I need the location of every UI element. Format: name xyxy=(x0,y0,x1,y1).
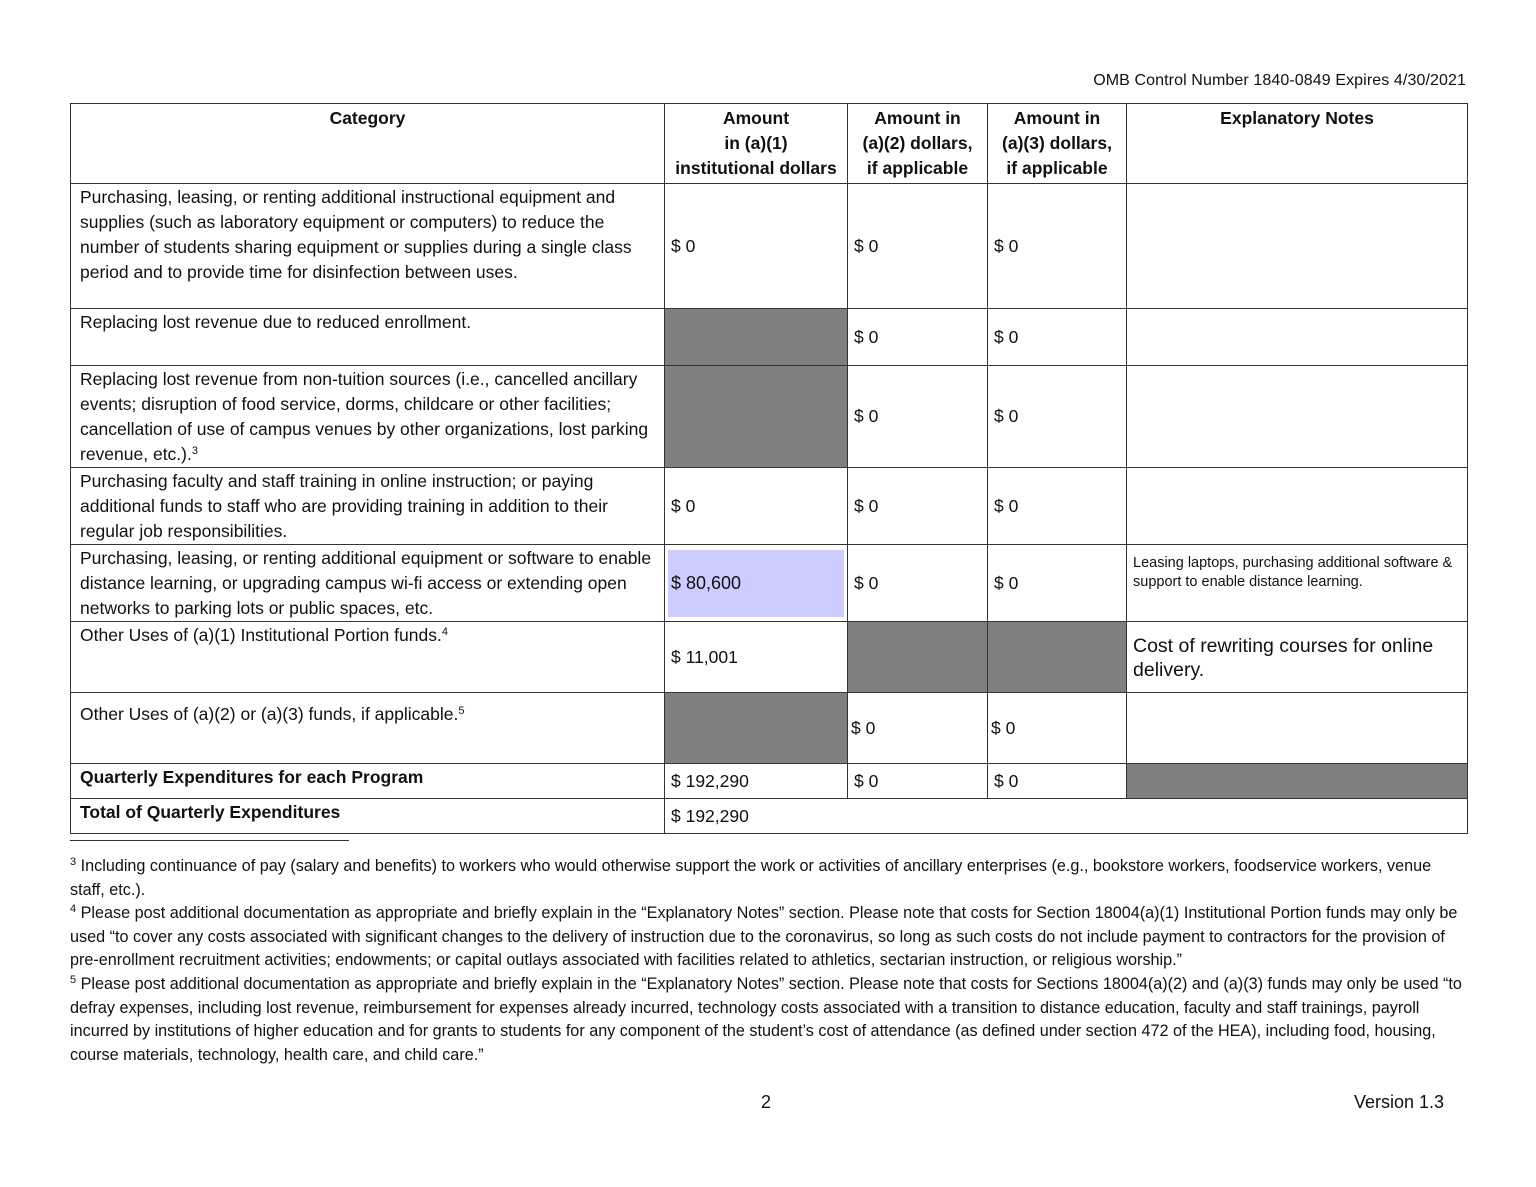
footnote-4: $^4$ Please post additional documentation as appropriate and briefly explain in the “Explanatory Notes” section. Please note that costs for Section 18004(a)(1) Institutional Portion funds may only be used “to cover any costs associated with significant changes to the delivery of instruction due to the coronavirus, so long as such costs do not include payment to contractors for the provision of pre-enrollment recruitment activities; endowments; or capital outlays associated with facilities related to athletics, sectarian instruction, or religious worship.” xyxy=(70,903,1458,970)
amount-a2-cell[interactable]: $ 0 xyxy=(848,309,988,366)
footnote-ref: 5 xyxy=(458,705,465,717)
amount-a2-cell[interactable]: $ 0 xyxy=(848,693,988,764)
category-cell: Purchasing, leasing, or renting additional equipment or software to enable distance learning, or upgrading campus wi-fi access or extending open networks to parking lots or public spaces, etc. xyxy=(71,545,665,622)
header-amount-a3: Amount in (a)(3) dollars, if applicable xyxy=(988,104,1127,184)
amount-a3-cell[interactable]: $ 0 xyxy=(988,545,1127,622)
notes-cell[interactable] xyxy=(1127,309,1468,366)
category-cell: Other Uses of (a)(2) or (a)(3) funds, if applicable.$^5$ xyxy=(71,693,665,764)
total-a1[interactable]: $ 192,290 xyxy=(665,799,1468,834)
table-row xyxy=(71,545,1468,622)
table-row xyxy=(71,693,1468,764)
total-row xyxy=(71,799,1468,834)
category-cell: Purchasing, leasing, or renting additional instructional equipment and supplies (such as laboratory equipment or computers) to reduce the number of students sharing equipment or supplies during a single class period and to provide time for disinfection between uses. xyxy=(71,184,665,309)
footnote-ref: 4 xyxy=(441,626,448,638)
shaded-cell xyxy=(665,309,848,366)
shaded-cell xyxy=(665,366,848,468)
table-row xyxy=(71,366,1468,468)
shaded-cell xyxy=(1127,764,1468,799)
shaded-cell xyxy=(848,622,988,693)
notes-cell[interactable]: Leasing laptops, purchasing additional software & support to enable distance learning. xyxy=(1127,545,1468,622)
table-row xyxy=(71,622,1468,693)
amount-a1-cell[interactable]: $ 0 xyxy=(665,468,848,545)
category-cell: Purchasing faculty and staff training in online instruction; or paying additional funds to staff who are providing training in addition to their regular job responsibilities. xyxy=(71,468,665,545)
notes-cell[interactable]: Cost of rewriting courses for online delivery. xyxy=(1127,622,1468,693)
category-cell: Replacing lost revenue due to reduced enrollment. xyxy=(71,309,665,366)
page-number: 2 xyxy=(761,1092,772,1112)
shaded-cell xyxy=(988,622,1127,693)
amount-a3-cell[interactable]: $ 0 xyxy=(988,366,1127,468)
footnotes xyxy=(70,855,1470,1067)
highlighted-amount: $ 80,600 xyxy=(668,550,844,617)
amount-a3-cell[interactable]: $ 0 xyxy=(988,693,1127,764)
omb-control-number: OMB Control Number 1840-0849 Expires 4/30/2021 xyxy=(1093,72,1466,89)
header-amount-a2: Amount in (a)(2) dollars, if applicable xyxy=(848,104,988,184)
table-row xyxy=(71,468,1468,545)
quarterly-row xyxy=(71,764,1468,799)
notes-cell[interactable] xyxy=(1127,693,1468,764)
notes-cell[interactable] xyxy=(1127,366,1468,468)
amount-a1-cell[interactable] xyxy=(665,545,848,622)
amount-a2-cell[interactable]: $ 0 xyxy=(848,366,988,468)
footnote-3: $^3$ Including continuance of pay (salary and benefits) to workers who would otherwise support the work or activities of ancillary enterprises (e.g., bookstore workers, foodservice workers, venue staff, etc.). xyxy=(70,856,1432,899)
amount-a3-cell[interactable]: $ 0 xyxy=(988,468,1127,545)
amount-a3-cell[interactable]: $ 0 xyxy=(988,184,1127,309)
amount-a2-cell[interactable]: $ 0 xyxy=(848,545,988,622)
amount-a1-cell[interactable]: $ 0 xyxy=(665,184,848,309)
category-cell: Other Uses of (a)(1) Institutional Portion funds.$^4$ xyxy=(71,622,665,693)
table-row xyxy=(71,309,1468,366)
header-explanatory-notes: Explanatory Notes xyxy=(1127,104,1468,184)
table-row xyxy=(71,184,1468,309)
shaded-cell xyxy=(665,693,848,764)
quarterly-a3[interactable]: $ 0 xyxy=(988,764,1127,799)
amount-a3-cell[interactable]: $ 0 xyxy=(988,309,1127,366)
notes-cell[interactable] xyxy=(1127,184,1468,309)
footnote-divider xyxy=(70,840,349,841)
header-amount-a1: Amount in (a)(1) institutional dollars xyxy=(665,104,848,184)
footnote-ref: 3 xyxy=(191,445,198,457)
amount-a1-cell[interactable]: $ 11,001 xyxy=(665,622,848,693)
category-cell: Replacing lost revenue from non-tuition sources (i.e., cancelled ancillary events; disruption of food service, dorms, childcare or other facilities; cancellation of use of campus venues by other organizations, lost parking revenue, etc.).$^3$ xyxy=(71,366,665,468)
version-label: Version 1.3 xyxy=(1354,1092,1445,1112)
header-category: Category xyxy=(71,104,665,184)
expenditure-table xyxy=(70,103,1468,834)
quarterly-label: Quarterly Expenditures for each Program xyxy=(71,764,665,799)
footnote-5: $^5$ Please post additional documentation as appropriate and briefly explain in the “Explanatory Notes” section. Please note that costs for Sections 18004(a)(2) and (a)(3) funds may only be used “to defray expenses, including lost revenue, reimbursement for expenses already incurred, technology costs associated with a transition to distance education, faculty and staff trainings, payroll incurred by institutions of higher education and for grants to students for any component of the student’s cost of attendance (as defined under section 472 of the HEA), including food, housing, course materials, technology, health care, and child care.” xyxy=(70,973,1462,1064)
quarterly-a2[interactable]: $ 0 xyxy=(848,764,988,799)
notes-cell[interactable] xyxy=(1127,468,1468,545)
quarterly-a1[interactable]: $ 192,290 xyxy=(665,764,848,799)
total-label: Total of Quarterly Expenditures xyxy=(71,799,665,834)
amount-a2-cell[interactable]: $ 0 xyxy=(848,468,988,545)
table-header-row xyxy=(71,104,1468,184)
amount-a2-cell[interactable]: $ 0 xyxy=(848,184,988,309)
